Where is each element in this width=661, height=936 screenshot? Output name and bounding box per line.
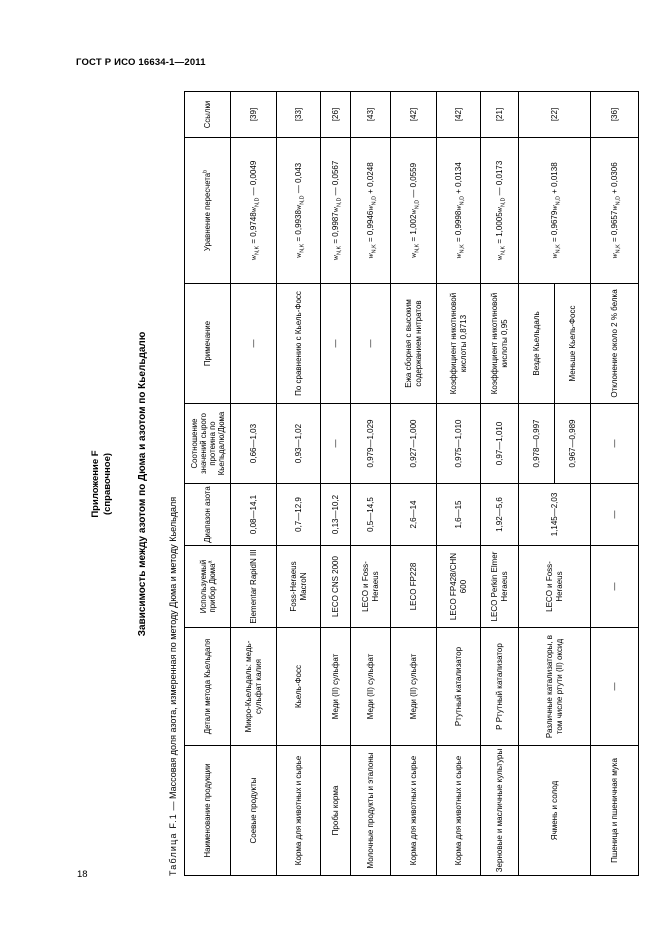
cell-dumas-instrument: Foss-Heraeus MacroN [277,546,321,628]
cell-equation: $w_{N,K} = 1,0005w_{N,D}$ — 0,0173 [481,138,519,284]
cell-nitrogen-range: — [591,484,639,546]
cell-product: Молочные продукты и эталоны [351,746,391,876]
cell-dumas-instrument: — [591,546,639,628]
cell-kjeldahl-details: Меди (II) сульфат [321,628,351,746]
cell-equation: $w_{N,K} = 0,9946w_{N,D} + 0,0248$ [351,138,391,284]
cell-reference: [21] [481,92,519,138]
cell-nitrogen-range: 0,13—10,2 [321,484,351,546]
cell-reference: [39] [231,92,277,138]
cell-nitrogen-range: 1,145—2,03 [519,484,591,546]
table-row [231,92,277,876]
running-header: ГОСТ Р ИСО 16634-1—2011 [76,57,206,68]
cell-dumas-instrument: LECO и Foss-Heraeus [351,546,391,628]
cell-reference: [42] [437,92,481,138]
cell-protein-ratio: 0,927—1,000 [391,404,437,484]
table-row [391,92,437,876]
cell-nitrogen-range: 0,7—12,9 [277,484,321,546]
cell-equation: $w_{N,K} = 0,9987w_{N,D}$ — 0,0567 [321,138,351,284]
cell-note: Меньше Кьель-Фосс [555,284,591,404]
table-f1 [184,91,639,876]
cell-nitrogen-range: 1,92—5,6 [481,484,519,546]
cell-reference: [22] [519,92,591,138]
table-row [351,92,391,876]
cell-nitrogen-range: 0,5—14,5 [351,484,391,546]
cell-kjeldahl-details: Меди (II) сульфат [391,628,437,746]
table-body [231,92,639,876]
cell-equation: $w_{N,K} = 0,9679w_{N,D} + 0,0138$ [519,138,591,284]
cell-equation: $w_{N,K} = 0,9938w_{N,D}$ — 0,043 [277,138,321,284]
table-row [277,92,321,876]
cell-kjeldahl-details: Р Ртутный катализатор [481,628,519,746]
annex-heading [86,92,114,876]
cell-note: По сравнению с Кьель-Фосс [277,284,321,404]
cell-reference: [42] [391,92,437,138]
cell-kjeldahl-details: Различные катализаторы, в том числе ртути (II) оксид [519,628,591,746]
cell-note: Коэффициент никотиновой кислоты 0,8713 [437,284,481,404]
cell-equation: $w_{N,K} = 0,9748w_{N,D}$ — 0,0049 [231,138,277,284]
cell-note: Отклонение около 2 % белка [591,284,639,404]
cell-product: Соевые продукты [231,746,277,876]
cell-kjeldahl-details: Кьель-Фосс [277,628,321,746]
table-row [437,92,481,876]
cell-equation: $w_{N,K} = 0,9998w_{N,D} + 0,0134$ [437,138,481,284]
table-row [519,92,555,876]
cell-note: Коэффициент никотиновой кислоты 0,95 [481,284,519,404]
col-header-nitrogen-range: Диапазон азота [185,484,231,546]
cell-note: — [351,284,391,404]
cell-kjeldahl-details: Микро-Кьельдаль: медь-сульфат калия [231,628,277,746]
cell-protein-ratio: 0,975—1,010 [437,404,481,484]
cell-protein-ratio: 0,97—1,010 [481,404,519,484]
col-header-protein-ratio: Соотношение значений сырого протеина по Кьельдалю/Дюма [185,404,231,484]
cell-reference: [36] [591,92,639,138]
annex-designation: Приложение F [90,450,101,518]
cell-protein-ratio: 0,978—0,997 [519,404,555,484]
cell-note: — [321,284,351,404]
cell-product: Пшеница и пшеничная мука [591,746,639,876]
col-header-dumas-instrument: Используемый прибор Дюма$^a$ [185,546,231,628]
cell-equation: $w_{N,K} = 1,002w_{N,D}$ — 0,0559 [391,138,437,284]
col-header-equation: Уравнение пересчета$^b$ [185,138,231,284]
cell-dumas-instrument: LECO FP228 [391,546,437,628]
cell-kjeldahl-details: Меди (II) сульфат [351,628,391,746]
table-caption-label: Таблица F.1 [168,813,178,876]
cell-product: Пробы корма [321,746,351,876]
cell-product: Зерновые и масличные культуры [481,746,519,876]
cell-reference: [43] [351,92,391,138]
cell-dumas-instrument: LECO Perkin Elmer Heraeus [481,546,519,628]
cell-product: Ячмень и солод [519,746,591,876]
cell-note: — [231,284,277,404]
rotated-table-block [86,92,646,876]
cell-protein-ratio: — [591,404,639,484]
cell-nitrogen-range: 0,08—14,1 [231,484,277,546]
table-caption-text: — Массовая доля азота, измеренная по методу Дюма и методу Кьельдаля [168,496,178,811]
cell-dumas-instrument: Elementar RapidN III [231,546,277,628]
cell-reference: [26] [321,92,351,138]
col-header-kjeldahl-details: Детали метода Кьельдаля [185,628,231,746]
cell-protein-ratio: 0,93—1,02 [277,404,321,484]
cell-equation: $w_{N,K} = 0,9657w_{N,D} + 0,0306$ [591,138,639,284]
cell-reference: [33] [277,92,321,138]
table-header-row [185,92,231,876]
cell-note: Ежа сборная с высоким содержанием нитратов [391,284,437,404]
page-number: 18 [77,869,88,880]
cell-protein-ratio: 0,979—1,029 [351,404,391,484]
cell-note: Везде Кьельдаль [519,284,555,404]
col-header-note: Примечание [185,284,231,404]
cell-nitrogen-range: 2,6—14 [391,484,437,546]
cell-dumas-instrument: LECO FP428/CHN 600 [437,546,481,628]
col-header-references: Ссылки [185,92,231,138]
cell-nitrogen-range: 1,6—15 [437,484,481,546]
table-row [591,92,639,876]
cell-protein-ratio: 0,967—0,989 [555,404,591,484]
cell-protein-ratio: 0,66—1,03 [231,404,277,484]
cell-product: Корма для животных и сырье [391,746,437,876]
annex-kind: (справочное) [102,452,113,516]
cell-protein-ratio: — [321,404,351,484]
cell-dumas-instrument: LECO и Foss-Heraeus [519,546,591,628]
table-row [481,92,519,876]
table-caption [167,92,179,876]
cell-product: Корма для животных и сырье [437,746,481,876]
table-row [321,92,351,876]
cell-kjeldahl-details: Ртутный катализатор [437,628,481,746]
table-title: Зависимость между азотом по Дюма и азотом по Кьельдалю [137,331,148,637]
col-header-product: Наименование продукции [185,746,231,876]
cell-dumas-instrument: LECO CNS 2000 [321,546,351,628]
cell-product: Корма для животных и сырье [277,746,321,876]
cell-kjeldahl-details: — [591,628,639,746]
